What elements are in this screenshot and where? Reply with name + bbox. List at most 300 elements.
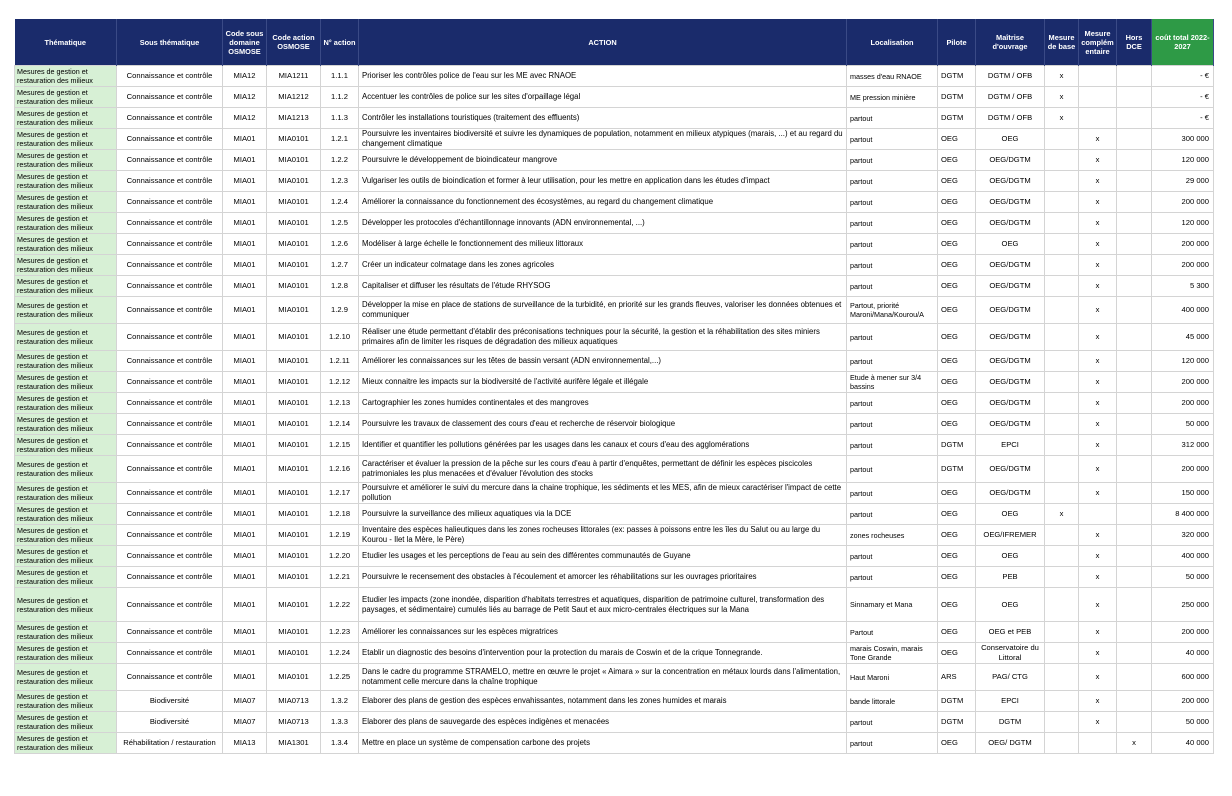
- cell-numero-action[interactable]: 1.2.13: [321, 393, 359, 414]
- cell-action[interactable]: Dans le cadre du programme STRAMELO, mettre en œuvre le projet « Aimara » sur la concentration en métaux lourds dans l'alimentation, notamment celle mercure dans la chaîne trophique: [359, 664, 847, 691]
- cell-numero-action[interactable]: 1.2.19: [321, 525, 359, 546]
- cell-mesure-base[interactable]: [1045, 546, 1079, 567]
- cell-pilote[interactable]: DGTM: [938, 87, 976, 108]
- cell-sous-thematique[interactable]: Connaissance et contrôle: [117, 234, 223, 255]
- header-sous-thematique[interactable]: Sous thématique: [117, 19, 223, 66]
- cell-pilote[interactable]: OEG: [938, 129, 976, 150]
- cell-maitrise-ouvrage[interactable]: DGTM: [976, 712, 1045, 733]
- cell-code-action[interactable]: MIA1211: [267, 66, 321, 87]
- cell-code-action[interactable]: MIA0101: [267, 664, 321, 691]
- cell-code-sous-domaine[interactable]: MIA01: [223, 255, 267, 276]
- cell-cout-total[interactable]: 50 000: [1152, 712, 1214, 733]
- cell-hors-dce[interactable]: [1117, 712, 1152, 733]
- cell-code-sous-domaine[interactable]: MIA01: [223, 129, 267, 150]
- cell-cout-total[interactable]: 120 000: [1152, 213, 1214, 234]
- cell-code-sous-domaine[interactable]: MIA01: [223, 504, 267, 525]
- cell-code-sous-domaine[interactable]: MIA01: [223, 150, 267, 171]
- cell-code-sous-domaine[interactable]: MIA01: [223, 393, 267, 414]
- cell-code-action[interactable]: MIA0101: [267, 525, 321, 546]
- cell-action[interactable]: Créer un indicateur colmatage dans les zones agricoles: [359, 255, 847, 276]
- cell-numero-action[interactable]: 1.2.11: [321, 351, 359, 372]
- cell-mesure-base[interactable]: [1045, 414, 1079, 435]
- cell-mesure-complementaire[interactable]: [1079, 504, 1117, 525]
- cell-mesure-complementaire[interactable]: x: [1079, 276, 1117, 297]
- table-row[interactable]: [15, 297, 1214, 324]
- table-row[interactable]: [15, 87, 1214, 108]
- cell-mesure-complementaire[interactable]: [1079, 87, 1117, 108]
- cell-code-action[interactable]: MIA0101: [267, 643, 321, 664]
- cell-sous-thematique[interactable]: Connaissance et contrôle: [117, 351, 223, 372]
- cell-hors-dce[interactable]: [1117, 456, 1152, 483]
- cell-numero-action[interactable]: 1.2.1: [321, 129, 359, 150]
- cell-code-sous-domaine[interactable]: MIA01: [223, 588, 267, 622]
- cell-code-sous-domaine[interactable]: MIA12: [223, 87, 267, 108]
- cell-action[interactable]: Mieux connaitre les impacts sur la biodiversité de l'activité aurifère légale et illégale: [359, 372, 847, 393]
- cell-numero-action[interactable]: 1.2.5: [321, 213, 359, 234]
- table-row[interactable]: [15, 351, 1214, 372]
- cell-maitrise-ouvrage[interactable]: EPCI: [976, 691, 1045, 712]
- cell-pilote[interactable]: OEG: [938, 504, 976, 525]
- cell-numero-action[interactable]: 1.2.23: [321, 622, 359, 643]
- cell-code-action[interactable]: MIA0101: [267, 171, 321, 192]
- cell-localisation[interactable]: partout: [847, 192, 938, 213]
- cell-pilote[interactable]: OEG: [938, 483, 976, 504]
- cell-thematique[interactable]: Mesures de gestion et restauration des milieux: [15, 456, 117, 483]
- cell-thematique[interactable]: Mesures de gestion et restauration des milieux: [15, 150, 117, 171]
- cell-mesure-complementaire[interactable]: x: [1079, 372, 1117, 393]
- cell-maitrise-ouvrage[interactable]: OEG/ DGTM: [976, 733, 1045, 754]
- cell-localisation[interactable]: partout: [847, 324, 938, 351]
- cell-maitrise-ouvrage[interactable]: OEG/DGTM: [976, 297, 1045, 324]
- cell-code-action[interactable]: MIA0713: [267, 712, 321, 733]
- cell-thematique[interactable]: Mesures de gestion et restauration des milieux: [15, 87, 117, 108]
- cell-mesure-base[interactable]: [1045, 351, 1079, 372]
- cell-numero-action[interactable]: 1.3.3: [321, 712, 359, 733]
- cell-action[interactable]: Poursuivre les travaux de classement des cours d'eau et recherche de réservoir biologique: [359, 414, 847, 435]
- cell-pilote[interactable]: DGTM: [938, 712, 976, 733]
- cell-code-action[interactable]: MIA0101: [267, 234, 321, 255]
- cell-sous-thematique[interactable]: Connaissance et contrôle: [117, 171, 223, 192]
- table-row[interactable]: [15, 435, 1214, 456]
- cell-cout-total[interactable]: 200 000: [1152, 393, 1214, 414]
- cell-cout-total[interactable]: - €: [1152, 108, 1214, 129]
- cell-mesure-complementaire[interactable]: x: [1079, 567, 1117, 588]
- cell-mesure-base[interactable]: [1045, 483, 1079, 504]
- cell-action[interactable]: Prioriser les contrôles police de l'eau sur les ME avec RNAOE: [359, 66, 847, 87]
- cell-numero-action[interactable]: 1.2.15: [321, 435, 359, 456]
- cell-sous-thematique[interactable]: Connaissance et contrôle: [117, 150, 223, 171]
- header-localisation[interactable]: Localisation: [847, 19, 938, 66]
- cell-action[interactable]: Modéliser à large échelle le fonctionnement des milieux littoraux: [359, 234, 847, 255]
- cell-numero-action[interactable]: 1.2.9: [321, 297, 359, 324]
- cell-hors-dce[interactable]: [1117, 393, 1152, 414]
- table-row[interactable]: [15, 456, 1214, 483]
- cell-localisation[interactable]: masses d'eau RNAOE: [847, 66, 938, 87]
- cell-localisation[interactable]: partout: [847, 567, 938, 588]
- cell-code-sous-domaine[interactable]: MIA01: [223, 324, 267, 351]
- cell-sous-thematique[interactable]: Connaissance et contrôle: [117, 567, 223, 588]
- table-row[interactable]: [15, 276, 1214, 297]
- cell-code-sous-domaine[interactable]: MIA01: [223, 372, 267, 393]
- cell-sous-thematique[interactable]: Connaissance et contrôle: [117, 435, 223, 456]
- cell-numero-action[interactable]: 1.2.22: [321, 588, 359, 622]
- cell-pilote[interactable]: OEG: [938, 546, 976, 567]
- table-row[interactable]: [15, 664, 1214, 691]
- cell-mesure-base[interactable]: x: [1045, 504, 1079, 525]
- cell-mesure-base[interactable]: [1045, 664, 1079, 691]
- cell-localisation[interactable]: bande littorale: [847, 691, 938, 712]
- cell-localisation[interactable]: ME pression minière: [847, 87, 938, 108]
- cell-pilote[interactable]: DGTM: [938, 66, 976, 87]
- table-row[interactable]: [15, 213, 1214, 234]
- cell-cout-total[interactable]: 200 000: [1152, 372, 1214, 393]
- cell-maitrise-ouvrage[interactable]: OEG/DGTM: [976, 372, 1045, 393]
- cell-mesure-base[interactable]: [1045, 297, 1079, 324]
- cell-code-action[interactable]: MIA0101: [267, 567, 321, 588]
- cell-mesure-complementaire[interactable]: [1079, 66, 1117, 87]
- cell-hors-dce[interactable]: [1117, 255, 1152, 276]
- cell-sous-thematique[interactable]: Connaissance et contrôle: [117, 483, 223, 504]
- cell-pilote[interactable]: OEG: [938, 255, 976, 276]
- cell-sous-thematique[interactable]: Connaissance et contrôle: [117, 546, 223, 567]
- cell-pilote[interactable]: DGTM: [938, 108, 976, 129]
- cell-code-action[interactable]: MIA0101: [267, 588, 321, 622]
- cell-action[interactable]: Développer les protocoles d'échantillonnage innovants (ADN environnemental, ...): [359, 213, 847, 234]
- table-row[interactable]: [15, 567, 1214, 588]
- cell-code-sous-domaine[interactable]: MIA01: [223, 567, 267, 588]
- cell-sous-thematique[interactable]: Connaissance et contrôle: [117, 108, 223, 129]
- header-pilote[interactable]: Pilote: [938, 19, 976, 66]
- cell-thematique[interactable]: Mesures de gestion et restauration des milieux: [15, 643, 117, 664]
- cell-numero-action[interactable]: 1.1.2: [321, 87, 359, 108]
- cell-code-sous-domaine[interactable]: MIA01: [223, 546, 267, 567]
- cell-pilote[interactable]: OEG: [938, 414, 976, 435]
- cell-mesure-complementaire[interactable]: x: [1079, 192, 1117, 213]
- cell-code-sous-domaine[interactable]: MIA12: [223, 66, 267, 87]
- cell-mesure-complementaire[interactable]: x: [1079, 150, 1117, 171]
- cell-code-action[interactable]: MIA0101: [267, 504, 321, 525]
- cell-pilote[interactable]: OEG: [938, 525, 976, 546]
- cell-action[interactable]: Contrôler les installations touristiques (traitement des effluents): [359, 108, 847, 129]
- cell-code-action[interactable]: MIA0101: [267, 129, 321, 150]
- cell-maitrise-ouvrage[interactable]: PAG/ CTG: [976, 664, 1045, 691]
- cell-localisation[interactable]: Partout, priorité Maroni/Mana/Kourou/A: [847, 297, 938, 324]
- table-row[interactable]: [15, 171, 1214, 192]
- cell-cout-total[interactable]: 120 000: [1152, 351, 1214, 372]
- cell-thematique[interactable]: Mesures de gestion et restauration des milieux: [15, 255, 117, 276]
- cell-action[interactable]: Capitaliser et diffuser les résultats de l'étude RHYSOG: [359, 276, 847, 297]
- cell-code-action[interactable]: MIA0101: [267, 414, 321, 435]
- cell-numero-action[interactable]: 1.2.3: [321, 171, 359, 192]
- cell-maitrise-ouvrage[interactable]: OEG: [976, 504, 1045, 525]
- cell-mesure-complementaire[interactable]: x: [1079, 456, 1117, 483]
- table-row[interactable]: [15, 393, 1214, 414]
- cell-mesure-base[interactable]: [1045, 372, 1079, 393]
- cell-pilote[interactable]: OEG: [938, 324, 976, 351]
- cell-thematique[interactable]: Mesures de gestion et restauration des milieux: [15, 664, 117, 691]
- cell-thematique[interactable]: Mesures de gestion et restauration des milieux: [15, 129, 117, 150]
- cell-hors-dce[interactable]: [1117, 171, 1152, 192]
- cell-mesure-complementaire[interactable]: x: [1079, 171, 1117, 192]
- cell-code-sous-domaine[interactable]: MIA01: [223, 351, 267, 372]
- cell-action[interactable]: Développer la mise en place de stations de surveillance de la turbidité, en priorité sur les grands fleuves, valoriser les données obtenues et communiquer: [359, 297, 847, 324]
- table-row[interactable]: [15, 372, 1214, 393]
- table-row[interactable]: [15, 129, 1214, 150]
- cell-localisation[interactable]: partout: [847, 393, 938, 414]
- cell-action[interactable]: Poursuivre la surveillance des milieux aquatiques via la DCE: [359, 504, 847, 525]
- cell-numero-action[interactable]: 1.2.12: [321, 372, 359, 393]
- cell-mesure-base[interactable]: [1045, 213, 1079, 234]
- cell-pilote[interactable]: OEG: [938, 213, 976, 234]
- cell-cout-total[interactable]: 150 000: [1152, 483, 1214, 504]
- cell-code-sous-domaine[interactable]: MIA07: [223, 712, 267, 733]
- cell-localisation[interactable]: partout: [847, 712, 938, 733]
- cell-cout-total[interactable]: 200 000: [1152, 255, 1214, 276]
- cell-cout-total[interactable]: 200 000: [1152, 456, 1214, 483]
- cell-action[interactable]: Vulgariser les outils de bioindication et former à leur utilisation, pour les mettre en application dans les études d'impact: [359, 171, 847, 192]
- cell-thematique[interactable]: Mesures de gestion et restauration des milieux: [15, 691, 117, 712]
- cell-maitrise-ouvrage[interactable]: OEG/DGTM: [976, 150, 1045, 171]
- cell-mesure-base[interactable]: [1045, 129, 1079, 150]
- cell-hors-dce[interactable]: [1117, 129, 1152, 150]
- cell-localisation[interactable]: partout: [847, 129, 938, 150]
- cell-maitrise-ouvrage[interactable]: PEB: [976, 567, 1045, 588]
- cell-action[interactable]: Améliorer les connaissances sur les espèces migratrices: [359, 622, 847, 643]
- cell-numero-action[interactable]: 1.2.16: [321, 456, 359, 483]
- cell-pilote[interactable]: ARS: [938, 664, 976, 691]
- cell-action[interactable]: Poursuivre le recensement des obstacles à l'écoulement et amorcer les réhabilitations sur les ouvrages prioritaires: [359, 567, 847, 588]
- table-row[interactable]: [15, 643, 1214, 664]
- cell-localisation[interactable]: Haut Maroni: [847, 664, 938, 691]
- cell-pilote[interactable]: DGTM: [938, 456, 976, 483]
- cell-maitrise-ouvrage[interactable]: DGTM / OFB: [976, 66, 1045, 87]
- cell-pilote[interactable]: OEG: [938, 372, 976, 393]
- cell-action[interactable]: Mettre en place un système de compensation carbone des projets: [359, 733, 847, 754]
- cell-localisation[interactable]: partout: [847, 414, 938, 435]
- cell-maitrise-ouvrage[interactable]: OEG/DGTM: [976, 171, 1045, 192]
- cell-numero-action[interactable]: 1.2.25: [321, 664, 359, 691]
- cell-sous-thematique[interactable]: Connaissance et contrôle: [117, 255, 223, 276]
- cell-mesure-complementaire[interactable]: x: [1079, 435, 1117, 456]
- cell-code-action[interactable]: MIA0101: [267, 255, 321, 276]
- cell-sous-thematique[interactable]: Connaissance et contrôle: [117, 324, 223, 351]
- cell-mesure-complementaire[interactable]: x: [1079, 483, 1117, 504]
- cell-mesure-base[interactable]: [1045, 588, 1079, 622]
- cell-code-action[interactable]: MIA1213: [267, 108, 321, 129]
- cell-mesure-base[interactable]: [1045, 276, 1079, 297]
- table-row[interactable]: [15, 546, 1214, 567]
- table-row[interactable]: [15, 108, 1214, 129]
- cell-code-action[interactable]: MIA1212: [267, 87, 321, 108]
- cell-thematique[interactable]: Mesures de gestion et restauration des milieux: [15, 234, 117, 255]
- cell-mesure-complementaire[interactable]: x: [1079, 297, 1117, 324]
- cell-cout-total[interactable]: 200 000: [1152, 691, 1214, 712]
- cell-hors-dce[interactable]: [1117, 213, 1152, 234]
- cell-hors-dce[interactable]: [1117, 66, 1152, 87]
- cell-code-action[interactable]: MIA0101: [267, 435, 321, 456]
- cell-code-sous-domaine[interactable]: MIA01: [223, 297, 267, 324]
- cell-cout-total[interactable]: 400 000: [1152, 297, 1214, 324]
- cell-localisation[interactable]: marais Coswin, marais Tone Grande: [847, 643, 938, 664]
- cell-code-action[interactable]: MIA0101: [267, 351, 321, 372]
- cell-mesure-base[interactable]: [1045, 393, 1079, 414]
- cell-code-action[interactable]: MIA0101: [267, 297, 321, 324]
- header-code-sous-domaine[interactable]: Code sous domaine OSMOSE: [223, 19, 267, 66]
- cell-hors-dce[interactable]: [1117, 622, 1152, 643]
- table-row[interactable]: [15, 483, 1214, 504]
- table-row[interactable]: [15, 691, 1214, 712]
- cell-code-action[interactable]: MIA0101: [267, 213, 321, 234]
- cell-localisation[interactable]: partout: [847, 213, 938, 234]
- cell-hors-dce[interactable]: x: [1117, 733, 1152, 754]
- header-cout-total[interactable]: coût total 2022-2027: [1152, 19, 1214, 66]
- cell-sous-thematique[interactable]: Connaissance et contrôle: [117, 643, 223, 664]
- cell-sous-thematique[interactable]: Biodiversité: [117, 691, 223, 712]
- cell-cout-total[interactable]: 200 000: [1152, 192, 1214, 213]
- cell-numero-action[interactable]: 1.2.8: [321, 276, 359, 297]
- cell-pilote[interactable]: OEG: [938, 150, 976, 171]
- cell-mesure-base[interactable]: x: [1045, 87, 1079, 108]
- cell-cout-total[interactable]: 50 000: [1152, 414, 1214, 435]
- cell-cout-total[interactable]: - €: [1152, 87, 1214, 108]
- cell-pilote[interactable]: OEG: [938, 643, 976, 664]
- cell-mesure-base[interactable]: [1045, 234, 1079, 255]
- cell-cout-total[interactable]: 200 000: [1152, 622, 1214, 643]
- cell-pilote[interactable]: OEG: [938, 393, 976, 414]
- cell-hors-dce[interactable]: [1117, 372, 1152, 393]
- cell-hors-dce[interactable]: [1117, 546, 1152, 567]
- cell-maitrise-ouvrage[interactable]: OEG/DGTM: [976, 255, 1045, 276]
- cell-mesure-base[interactable]: [1045, 456, 1079, 483]
- cell-cout-total[interactable]: 200 000: [1152, 234, 1214, 255]
- cell-action[interactable]: Etudier les impacts (zone inondée, disparition d'habitats terrestres et aquatiques, disparition de patrimoine culturel, transformation des paysages, et sédimentaire) cumulés liés au barrage de Petit Saut et aux micro-centrales électriques sur la Mana: [359, 588, 847, 622]
- cell-pilote[interactable]: OEG: [938, 276, 976, 297]
- cell-mesure-complementaire[interactable]: x: [1079, 393, 1117, 414]
- cell-thematique[interactable]: Mesures de gestion et restauration des milieux: [15, 483, 117, 504]
- cell-thematique[interactable]: Mesures de gestion et restauration des milieux: [15, 297, 117, 324]
- cell-sous-thematique[interactable]: Connaissance et contrôle: [117, 525, 223, 546]
- cell-pilote[interactable]: DGTM: [938, 691, 976, 712]
- cell-action[interactable]: Accentuer les contrôles de police sur les sites d'orpaillage légal: [359, 87, 847, 108]
- cell-code-action[interactable]: MIA0101: [267, 393, 321, 414]
- cell-maitrise-ouvrage[interactable]: DGTM / OFB: [976, 87, 1045, 108]
- table-row[interactable]: [15, 733, 1214, 754]
- cell-sous-thematique[interactable]: Connaissance et contrôle: [117, 276, 223, 297]
- table-row[interactable]: [15, 234, 1214, 255]
- cell-thematique[interactable]: Mesures de gestion et restauration des milieux: [15, 171, 117, 192]
- cell-maitrise-ouvrage[interactable]: OEG/DGTM: [976, 456, 1045, 483]
- cell-action[interactable]: Améliorer la connaissance du fonctionnement des écosystèmes, au regard du changement climatique: [359, 192, 847, 213]
- cell-action[interactable]: Elaborer des plans de sauvegarde des espèces indigènes et menacées: [359, 712, 847, 733]
- cell-sous-thematique[interactable]: Connaissance et contrôle: [117, 622, 223, 643]
- cell-localisation[interactable]: partout: [847, 483, 938, 504]
- cell-code-action[interactable]: MIA0101: [267, 456, 321, 483]
- cell-sous-thematique[interactable]: Connaissance et contrôle: [117, 456, 223, 483]
- cell-cout-total[interactable]: 120 000: [1152, 150, 1214, 171]
- cell-thematique[interactable]: Mesures de gestion et restauration des milieux: [15, 372, 117, 393]
- cell-pilote[interactable]: DGTM: [938, 435, 976, 456]
- cell-pilote[interactable]: OEG: [938, 733, 976, 754]
- cell-cout-total[interactable]: 40 000: [1152, 643, 1214, 664]
- table-row[interactable]: [15, 622, 1214, 643]
- cell-mesure-base[interactable]: [1045, 171, 1079, 192]
- cell-maitrise-ouvrage[interactable]: OEG/DGTM: [976, 483, 1045, 504]
- cell-mesure-complementaire[interactable]: x: [1079, 664, 1117, 691]
- cell-action[interactable]: Réaliser une étude permettant d'établir des préconisations techniques pour la sécurité, la gestion et la réhabilitation des sites miniers primaires afin de limiter les risques de dégradation des milieux aquatiques: [359, 324, 847, 351]
- cell-code-sous-domaine[interactable]: MIA01: [223, 435, 267, 456]
- cell-sous-thematique[interactable]: Connaissance et contrôle: [117, 588, 223, 622]
- cell-maitrise-ouvrage[interactable]: OEG/DGTM: [976, 351, 1045, 372]
- cell-mesure-base[interactable]: [1045, 733, 1079, 754]
- cell-hors-dce[interactable]: [1117, 414, 1152, 435]
- table-row[interactable]: [15, 504, 1214, 525]
- cell-thematique[interactable]: Mesures de gestion et restauration des milieux: [15, 351, 117, 372]
- cell-thematique[interactable]: Mesures de gestion et restauration des milieux: [15, 393, 117, 414]
- table-row[interactable]: [15, 525, 1214, 546]
- cell-localisation[interactable]: Sinnamary et Mana: [847, 588, 938, 622]
- cell-mesure-complementaire[interactable]: x: [1079, 414, 1117, 435]
- cell-action[interactable]: Cartographier les zones humides continentales et des mangroves: [359, 393, 847, 414]
- cell-mesure-base[interactable]: [1045, 255, 1079, 276]
- cell-maitrise-ouvrage[interactable]: OEG/DGTM: [976, 192, 1045, 213]
- cell-maitrise-ouvrage[interactable]: OEG/IFREMER: [976, 525, 1045, 546]
- cell-maitrise-ouvrage[interactable]: EPCI: [976, 435, 1045, 456]
- cell-code-sous-domaine[interactable]: MIA13: [223, 733, 267, 754]
- cell-mesure-complementaire[interactable]: x: [1079, 324, 1117, 351]
- header-maitrise-ouvrage[interactable]: Maîtrise d'ouvrage: [976, 19, 1045, 66]
- cell-sous-thematique[interactable]: Connaissance et contrôle: [117, 393, 223, 414]
- cell-pilote[interactable]: OEG: [938, 351, 976, 372]
- cell-thematique[interactable]: Mesures de gestion et restauration des milieux: [15, 733, 117, 754]
- cell-thematique[interactable]: Mesures de gestion et restauration des milieux: [15, 435, 117, 456]
- cell-mesure-complementaire[interactable]: x: [1079, 255, 1117, 276]
- cell-numero-action[interactable]: 1.2.14: [321, 414, 359, 435]
- cell-maitrise-ouvrage[interactable]: OEG: [976, 546, 1045, 567]
- cell-hors-dce[interactable]: [1117, 643, 1152, 664]
- cell-sous-thematique[interactable]: Réhabilitation / restauration: [117, 733, 223, 754]
- cell-thematique[interactable]: Mesures de gestion et restauration des milieux: [15, 192, 117, 213]
- cell-code-sous-domaine[interactable]: MIA07: [223, 691, 267, 712]
- cell-code-action[interactable]: MIA1301: [267, 733, 321, 754]
- cell-code-sous-domaine[interactable]: MIA01: [223, 276, 267, 297]
- cell-cout-total[interactable]: 400 000: [1152, 546, 1214, 567]
- cell-code-sous-domaine[interactable]: MIA01: [223, 192, 267, 213]
- cell-numero-action[interactable]: 1.2.21: [321, 567, 359, 588]
- cell-maitrise-ouvrage[interactable]: DGTM / OFB: [976, 108, 1045, 129]
- cell-sous-thematique[interactable]: Connaissance et contrôle: [117, 664, 223, 691]
- cell-localisation[interactable]: zones rocheuses: [847, 525, 938, 546]
- cell-cout-total[interactable]: 312 000: [1152, 435, 1214, 456]
- cell-localisation[interactable]: partout: [847, 108, 938, 129]
- cell-cout-total[interactable]: 8 400 000: [1152, 504, 1214, 525]
- table-row[interactable]: [15, 255, 1214, 276]
- cell-mesure-complementaire[interactable]: x: [1079, 712, 1117, 733]
- cell-hors-dce[interactable]: [1117, 483, 1152, 504]
- cell-pilote[interactable]: OEG: [938, 234, 976, 255]
- cell-localisation[interactable]: partout: [847, 504, 938, 525]
- cell-localisation[interactable]: partout: [847, 255, 938, 276]
- table-row[interactable]: [15, 712, 1214, 733]
- cell-mesure-complementaire[interactable]: x: [1079, 525, 1117, 546]
- cell-numero-action[interactable]: 1.2.4: [321, 192, 359, 213]
- cell-cout-total[interactable]: 29 000: [1152, 171, 1214, 192]
- cell-hors-dce[interactable]: [1117, 691, 1152, 712]
- cell-mesure-complementaire[interactable]: [1079, 108, 1117, 129]
- cell-numero-action[interactable]: 1.2.7: [321, 255, 359, 276]
- cell-action[interactable]: Caractériser et évaluer la pression de la pêche sur les cours d'eau à partir d'enquêtes, permettant de définir les espèces piscicoles patrimoniales les plus menacées et d'évaluer l'évolution des stocks: [359, 456, 847, 483]
- cell-action[interactable]: Améliorer les connaissances sur les têtes de bassin versant (ADN environnemental,...): [359, 351, 847, 372]
- cell-thematique[interactable]: Mesures de gestion et restauration des milieux: [15, 567, 117, 588]
